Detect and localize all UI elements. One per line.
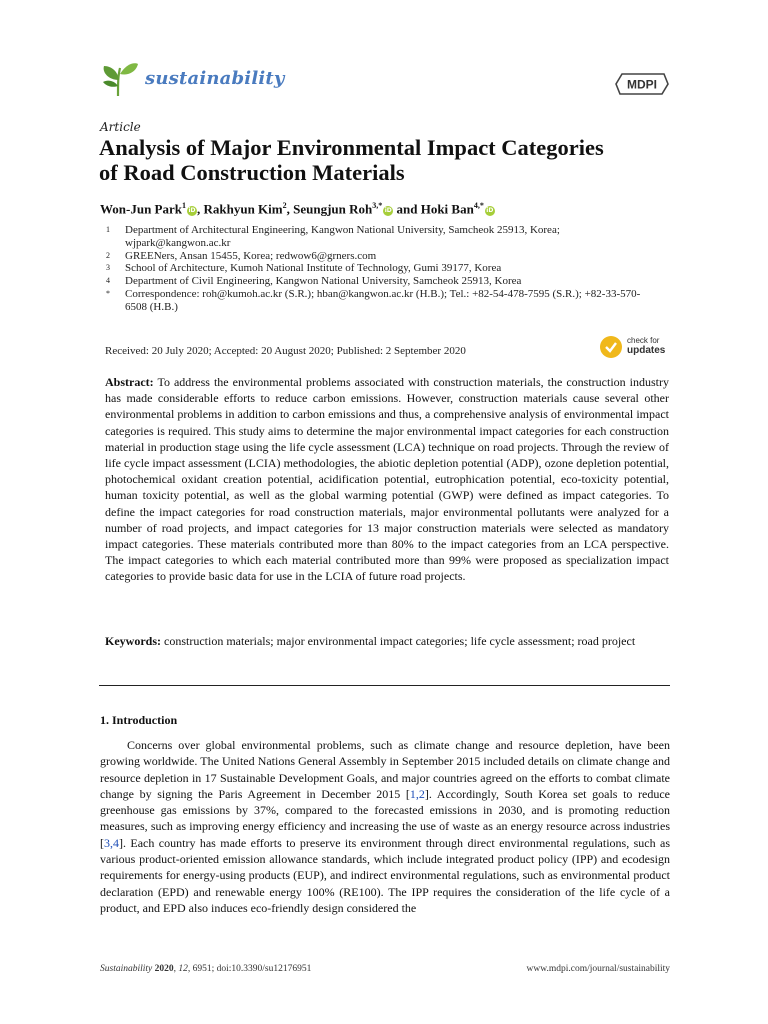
footer-journal: Sustainability: [100, 964, 153, 974]
footer-year: 2020: [154, 964, 174, 974]
publication-dates: Received: 20 July 2020; Accepted: 20 August 2020; Published: 2 September 2020: [105, 345, 466, 357]
affiliation-text: GREENers, Ansan 15455, Korea; redwow6@grners.com: [125, 249, 377, 262]
check-updates-line2: updates: [627, 345, 666, 356]
affiliation-item: [100, 224, 660, 250]
title-line-1: Analysis of Major Environmental Impact Categories: [99, 135, 604, 160]
intro-text-part-3: ]. Each country has made efforts to preserve its environment through direct environmental regulations, such as various product-oriented emission allowance standards, which include integrated product policy (IPP) and ecodesign requirements for energy-using products (EUP), and indirect environmental regulations, such as environmental product declaration (EPD) and renewable energy 100% (RE100). The IPP requires the consideration of the life cycle of a product, and EPD also induces eco-friendly design considered the: [100, 835, 670, 915]
author-list: [100, 201, 495, 217]
citation-link-3-4[interactable]: 3,4: [104, 835, 119, 850]
intro-text-part-1: Concerns over global environmental problems, such as climate change and resource depletion, have been growing worldwide. The United Nations General Assembly in September 2015 included details on climate change and resource depletion in 17 Sustainable Development Goals, and major countries agreed on the efforts to combat climate change by signing the Paris Agreement in December 2015 [: [100, 738, 670, 801]
author-separator: ,: [197, 201, 204, 217]
abstract-text: To address the environmental problems associated with construction materials, the construction industry has made considerable efforts to reduce carbon emissions. However, construction materials cause several other environmental problems in addition to carbon emissions and thus, a comprehensive analysis of environmental impact categories is required. This study aims to determine the major environmental impact categories for each construction material in production stage using the life cycle assessment (LCA) technique on road projects. Through the review of life cycle impact assessment (LCIA) methodologies, the abiotic depletion potential (ADP), ozone depletion potential, photochemical oxidant creation potential, acidification potential, eutrophication potential, eco-toxicity potential, human toxicity potential, as well as the global warming potential (GWP) were defined as impact categories. To define the impact categories for road construction materials, major environmental pollutants were analyzed for a number of road projects, and impact categories for 13 major construction materials were selected as mandatory impact categories. These materials contributed more than 80% to the impact categories from an LCA perspective. The impact categories to which each material contributed more than 99% were proposed as specialization impact categories to provide basic data for use in the LCIA of future road projects.: [105, 375, 669, 584]
introduction-paragraph: [100, 737, 670, 916]
author-separator: ,: [286, 201, 294, 217]
footer-doi: , 6951; doi:10.3390/su12176951: [187, 964, 312, 974]
affiliation-number: 2: [106, 250, 110, 260]
keywords-label: Keywords:: [105, 634, 161, 648]
journal-logo-icon: [98, 58, 140, 98]
affiliation-number: 4: [106, 276, 110, 286]
orcid-icon[interactable]: iD: [486, 207, 494, 215]
affiliation-item: [100, 250, 660, 263]
author-name[interactable]: Hoki Ban: [420, 201, 474, 217]
journal-name: sustainability: [145, 68, 285, 89]
article-title: [99, 135, 689, 185]
svg-text:MDPI: MDPI: [627, 77, 657, 92]
affiliation-text: Department of Architectural Engineering, Kangwon National University, Samcheok 25913, Korea; wjpark@kangwon.ac.kr: [125, 224, 560, 249]
introduction-heading: 1. Introduction: [100, 713, 178, 727]
mdpi-logo: [614, 72, 670, 96]
author-name[interactable]: Seungjun Roh: [293, 201, 373, 217]
keywords-text: construction materials; major environmental impact categories; life cycle assessment; road project: [164, 634, 636, 648]
affiliation-number: *: [106, 288, 110, 298]
affiliation-number: 3: [106, 263, 110, 273]
abstract-label: Abstract:: [105, 375, 154, 389]
affiliation-text: Department of Civil Engineering, Kangwon National University, Samcheok 25913, Korea: [125, 275, 522, 288]
author-affiliation-mark: 3,*: [372, 201, 383, 210]
author-affiliation-mark: 4,*: [473, 201, 484, 210]
check-for-updates-badge[interactable]: [600, 334, 672, 362]
keywords: [105, 633, 669, 649]
citation-link-1-2[interactable]: 1,2: [409, 786, 425, 801]
author-affiliation-mark: 1: [182, 201, 186, 210]
affiliation-item: [100, 275, 660, 288]
section-divider: [99, 685, 670, 686]
footer-url[interactable]: www.mdpi.com/journal/sustainability: [526, 964, 670, 974]
check-updates-icon: [600, 336, 622, 358]
orcid-icon[interactable]: iD: [384, 207, 392, 215]
author-name[interactable]: Rakhyun Kim: [203, 201, 283, 217]
author-separator: and: [393, 201, 421, 217]
footer-citation: Sustainability 2020, 12, 6951; doi:10.3390/su12176951: [100, 964, 312, 974]
orcid-icon[interactable]: iD: [188, 207, 196, 215]
check-updates-line1: check for: [627, 336, 660, 345]
affiliation-item: [100, 288, 660, 314]
affiliation-text: School of Architecture, Kumoh National Institute of Technology, Gumi 39177, Korea: [125, 262, 502, 275]
title-line-2: of Road Construction Materials: [99, 160, 405, 185]
abstract: [105, 374, 669, 585]
author-affiliation-mark: 2: [282, 201, 287, 210]
affiliation-text: Correspondence: roh@kumoh.ac.kr (S.R.); hban@kangwon.ac.kr (H.B.); Tel.: +82-54-478-7595 (S.R.); +82-33-570-6508 (H.B.): [125, 287, 641, 313]
affiliation-item: [100, 262, 660, 275]
article-type-label: Article: [100, 120, 141, 134]
author-name[interactable]: Won-Jun Park: [100, 201, 182, 217]
affiliations: [100, 224, 660, 314]
footer-volume: 12: [178, 964, 188, 974]
intro-text-part-2: ]. Accordingly, South Korea set goals to reduce greenhouse gas emissions by 37%, compared to the forecasted emissions in 2030, and is promoting reduction measures, such as improving energy efficiency and increasing the use of waste as an energy resource across industries [: [100, 786, 670, 850]
affiliation-number: 1: [106, 225, 110, 234]
